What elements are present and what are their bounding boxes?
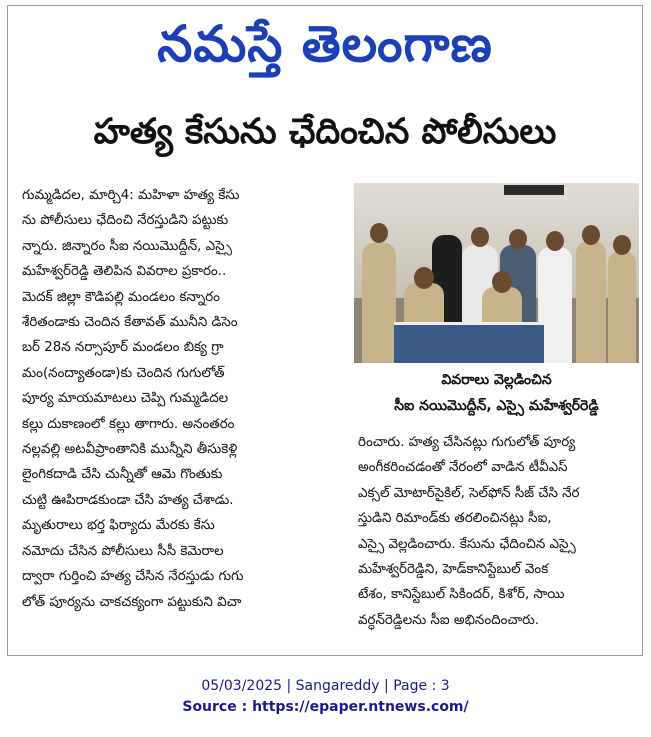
article-line: మహేశ్వర్‌రెడ్డి తెలిపిన వివరాల ప్రకారం..: [22, 264, 227, 280]
article-line: మహేశ్వర్‌రెడ్డిని, హెడ్‌కానిస్టేబుల్ వెంక: [358, 562, 549, 578]
article-line: వర్ధన్‌రెడ్డిలను సీఐ అభినందించారు.: [358, 612, 539, 628]
photo-caption: [354, 367, 639, 419]
article-line: కల్లు దుకాణంలో కల్లు తాగారు. అనంతరం: [22, 416, 235, 432]
article-line: అంగీకరించడంతో నేరంలో వాడిన టీవీఎస్: [358, 460, 568, 476]
footer-date-edition: 05/03/2025 | Sangareddy | Page : 3: [201, 678, 450, 694]
article-line: గుమ్మడిదల, మార్చి4: మహిళా హత్య కేసు: [22, 188, 240, 203]
article-line: మం(నంద్యాతండా)కు చెందిన గుగులోత్: [22, 365, 225, 381]
article-photo: [354, 183, 639, 363]
photo-caption-line: వివరాలు వెల్లడించిన: [441, 372, 552, 388]
article-headline: హత్య కేసును ఛేదించిన పోలీసులు: [93, 112, 557, 152]
masthead-title: నమస్తే తెలంగాణ: [157, 14, 493, 73]
footer-source: Source : https://epaper.ntnews.com/: [182, 699, 469, 715]
article-line: పూర్య మాయమాటలు చెప్పి గుమ్మడిదల: [22, 391, 229, 407]
article-line: మెదక్ జిల్లా కౌడిపల్లి మండలం కన్నారం: [22, 289, 220, 305]
article-line: ఎస్సై వెల్లడించారు. కేసును ఛేదించిన ఎస్సై: [358, 536, 576, 552]
newspaper-clipping: [7, 5, 643, 656]
article-right-column: [358, 430, 636, 633]
photo-caption-line: సీఐ నయిమొద్దీన్, ఎస్సై మహేశ్వర్‌రెడ్డి: [394, 398, 599, 414]
article-left-column: [22, 183, 346, 615]
article-line: లోత్ పూర్యను చాకచక్యంగా పట్టుకుని విచా: [22, 594, 242, 610]
article-line: ను పోలీసులు ఛేదించి నేరస్తుడిని పట్టుకు: [22, 213, 229, 229]
article-line: నల్లవల్లి అటవీప్రాంతానికి మున్నీని తీసుకెళ్లి: [22, 442, 238, 458]
article-line: చుట్టి ఊపిరాడకుండా చేసి హత్య చేశాడు.: [22, 492, 234, 508]
article-line: రించారు. హత్య చేసినట్లు గుగులోత్ పూర్య: [358, 435, 576, 450]
article-line: నమోదు చేసిన పోలీసులు సీసీ కెమెరాల: [22, 543, 224, 559]
article-line: టేశం, కానిస్టేబుల్ సికిందర్, కిశోర్, సాయి: [358, 587, 565, 603]
article-line: ద్వారా గుర్తించి హత్య చేసిన నేరస్తుడు గుగు: [22, 569, 244, 585]
article-line: మృతురాలు భర్త ఫిర్యాదు మేరకు కేసు: [22, 518, 215, 534]
article-line: లైంగికదాడి చేసి చున్నీతో ఆమె గొంతుకు: [22, 467, 223, 483]
article-line: బర్ 28న నర్సాపూర్ మండలం బిక్య గ్రా: [22, 340, 224, 356]
article-line: శేరితండాకు చెందిన కేతావత్ మునీని డిసెం: [22, 315, 238, 331]
article-line: న్నారు. జిన్నారం సీఐ నయిమొద్దీన్, ఎస్సై: [22, 238, 232, 254]
article-line: స్తుడిని రిమాండ్‌కు తరలించినట్లు సీఐ,: [358, 511, 552, 527]
article-line: ఎక్సల్ మోటార్‌సైకిల్, సెల్‌ఫోన్ సీజ్ చేసి నేర: [358, 485, 580, 501]
